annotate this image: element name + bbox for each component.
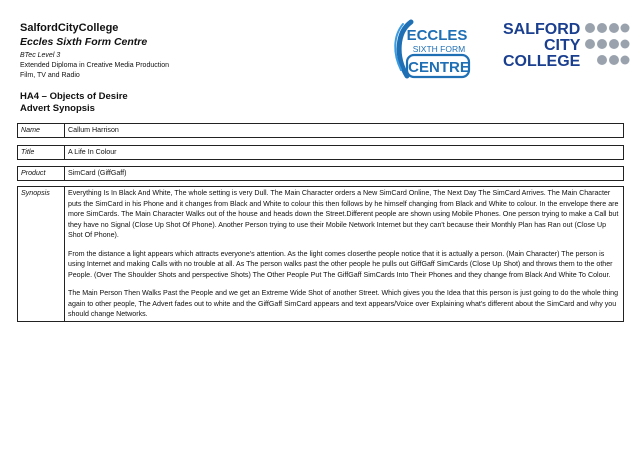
- document-title: Advert Synopsis: [20, 103, 95, 114]
- product-label: Product: [18, 167, 65, 181]
- course-name: Extended Diploma in Creative Media Production: [20, 62, 170, 69]
- product-row: [17, 166, 624, 181]
- title-row: [17, 145, 624, 160]
- eccles-logo-line2: SIXTH FORM: [412, 44, 466, 54]
- salford-logo-dots: [585, 23, 630, 65]
- course-pathway: Film, TV and Radio: [20, 72, 80, 79]
- title-label: Title: [18, 146, 65, 160]
- title-value: A Life In Colour: [65, 146, 624, 160]
- unit-title: HA4 – Objects of Desire: [20, 91, 128, 102]
- synopsis-label: Synopsis: [18, 187, 65, 322]
- centre-name: Eccles Sixth Form Centre: [20, 36, 148, 48]
- synopsis-paragraph-1: Everything Is In Black And White, The whole setting is very Dull. The Main Character orders a New SimCard Online, The Next Day The SimCard Arrives. The Main Character puts the SimCard in his Phone and it changes from Black and White to colour this then follows by he himself changing from Black and White to colour. In the envelope there are more SimCards. The Main Character Walks out of the house and heads down the Street.Different people are shown using Mobile Phones. One person trying to make a Call but they have no Signal (Close Up Shot Of Phone). Another Person trying to use their Mobile Network Internet but they can't because their Monthly Plan has Ran out (Close Up Shot Of Phone).: [68, 189, 619, 239]
- name-row: [17, 123, 624, 138]
- product-value: SimCard (GiffGaff): [65, 167, 624, 181]
- synopsis-row: [17, 186, 624, 322]
- college-name: SalfordCityCollege: [20, 22, 119, 34]
- synopsis-paragraph-2: From the distance a light appears which attracts everyone's attention. As the light comes closerthe people notice that it is actually a person. (Main Character) The person is using Internet and making Calls with no trouble at all. As The person walks past the other people he pulls out GiffGaff SimCards (Close Up Shot) and throws them to the other People. (Over The Shoulder Shots and perspective Shots) The Other People Put The GiffGaff SimCards Into Their Phones and they change from Black And White To Colour.: [68, 249, 613, 279]
- eccles-logo: [393, 18, 473, 80]
- course-level: BTec Level 3: [20, 52, 61, 59]
- salford-logo-line2: CITY: [544, 37, 581, 54]
- salford-logo-line1: SALFORD: [503, 21, 581, 38]
- synopsis-text: [65, 187, 624, 322]
- name-value: Callum Harrison: [65, 124, 624, 138]
- salford-logo-line3: COLLEGE: [503, 53, 581, 70]
- name-label: Name: [18, 124, 65, 138]
- eccles-logo-line1: ECCLES: [406, 27, 468, 44]
- synopsis-paragraph-3: The Main Person Then Walks Past the People and we get an Extreme Wide Shot of another Street. Which gives you the Idea that this person is just going to do the whole thing again to other people, The Advert fades out to white and the GiffGaff SimCard appears and text appears/Voice over Explaining what's different about the SimCard and why you should change Networks.: [68, 289, 619, 318]
- document-header: [20, 22, 380, 81]
- salford-logo: [502, 20, 630, 70]
- eccles-logo-line3: CENTRE: [408, 59, 470, 76]
